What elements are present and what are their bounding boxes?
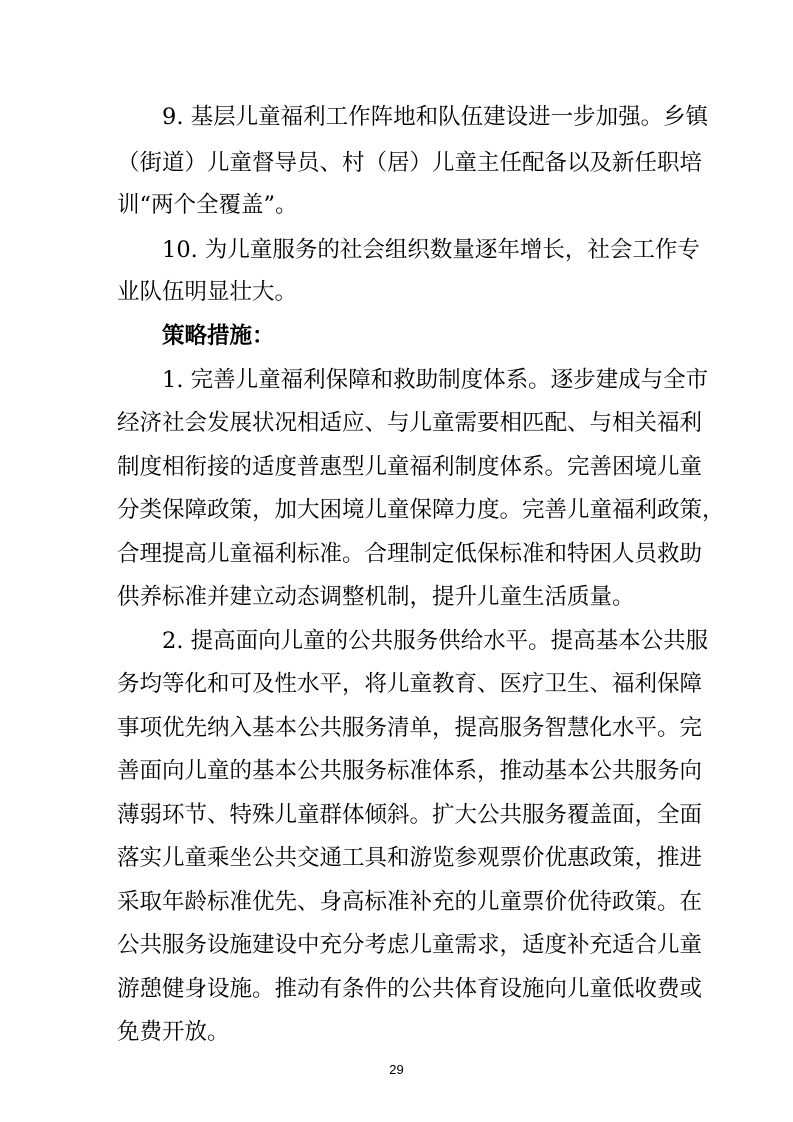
line-measure-1-cont: 分类保障政策，加大困境儿童保障力度。完善儿童福利政策， [117,497,725,523]
line-item-10-start: 10. 为儿童服务的社会组织数量逐年增长，社会工作专 [162,237,700,263]
line-measure-1-end: 供养标准并建立动态调整机制，提升儿童生活质量。 [117,584,635,610]
line-item-10-end: 业队伍明显壮大。 [117,279,298,305]
line-measure-2-cont: 薄弱环节、特殊儿童群体倾斜。扩大公共服务覆盖面，全面 [117,802,703,828]
section-heading: 策略措施： [162,323,275,349]
line-item-9-end: 训“两个全覆盖”。 [117,192,298,218]
line-measure-2-cont: 务均等化和可及性水平，将儿童教育、医疗卫生、福利保障 [117,671,703,697]
line-measure-1-cont: 合理提高儿童福利标准。合理制定低保标准和特困人员救助 [117,541,703,567]
page-number: 29 [389,1062,404,1077]
line-item-9-start: 9. 基层儿童福利工作阵地和队伍建设进一步加强。乡镇 [162,104,709,130]
line-measure-2-end: 免费开放。 [117,1019,230,1045]
line-measure-2-cont: 善面向儿童的基本公共服务标准体系，推动基本公共服务向 [117,758,703,784]
line-item-9-cont: （街道）儿童督导员、村（居）儿童主任配备以及新任职培 [117,150,703,176]
line-measure-2-cont: 游憩健身设施。推动有条件的公共体育设施向儿童低收费或 [117,976,703,1002]
line-measure-2-start: 2. 提高面向儿童的公共服务供给水平。提高基本公共服 [162,628,709,654]
line-measure-1-cont: 制度相衔接的适度普惠型儿童福利制度体系。完善困境儿童 [117,454,703,480]
line-measure-2-cont: 采取年龄标准优先、身高标准补充的儿童票价优待政策。在 [117,889,703,915]
line-measure-1-start: 1. 完善儿童福利保障和救助制度体系。逐步建成与全市 [162,367,709,393]
line-measure-2-cont: 事项优先纳入基本公共服务清单，提高服务智慧化水平。完 [117,715,703,741]
line-measure-2-cont: 落实儿童乘坐公共交通工具和游览参观票价优惠政策，推进 [117,845,703,871]
line-measure-2-cont: 公共服务设施建设中充分考虑儿童需求，适度补充适合儿童 [117,932,703,958]
line-measure-1-cont: 经济社会发展状况相适应、与儿童需要相匹配、与相关福利 [117,410,703,436]
